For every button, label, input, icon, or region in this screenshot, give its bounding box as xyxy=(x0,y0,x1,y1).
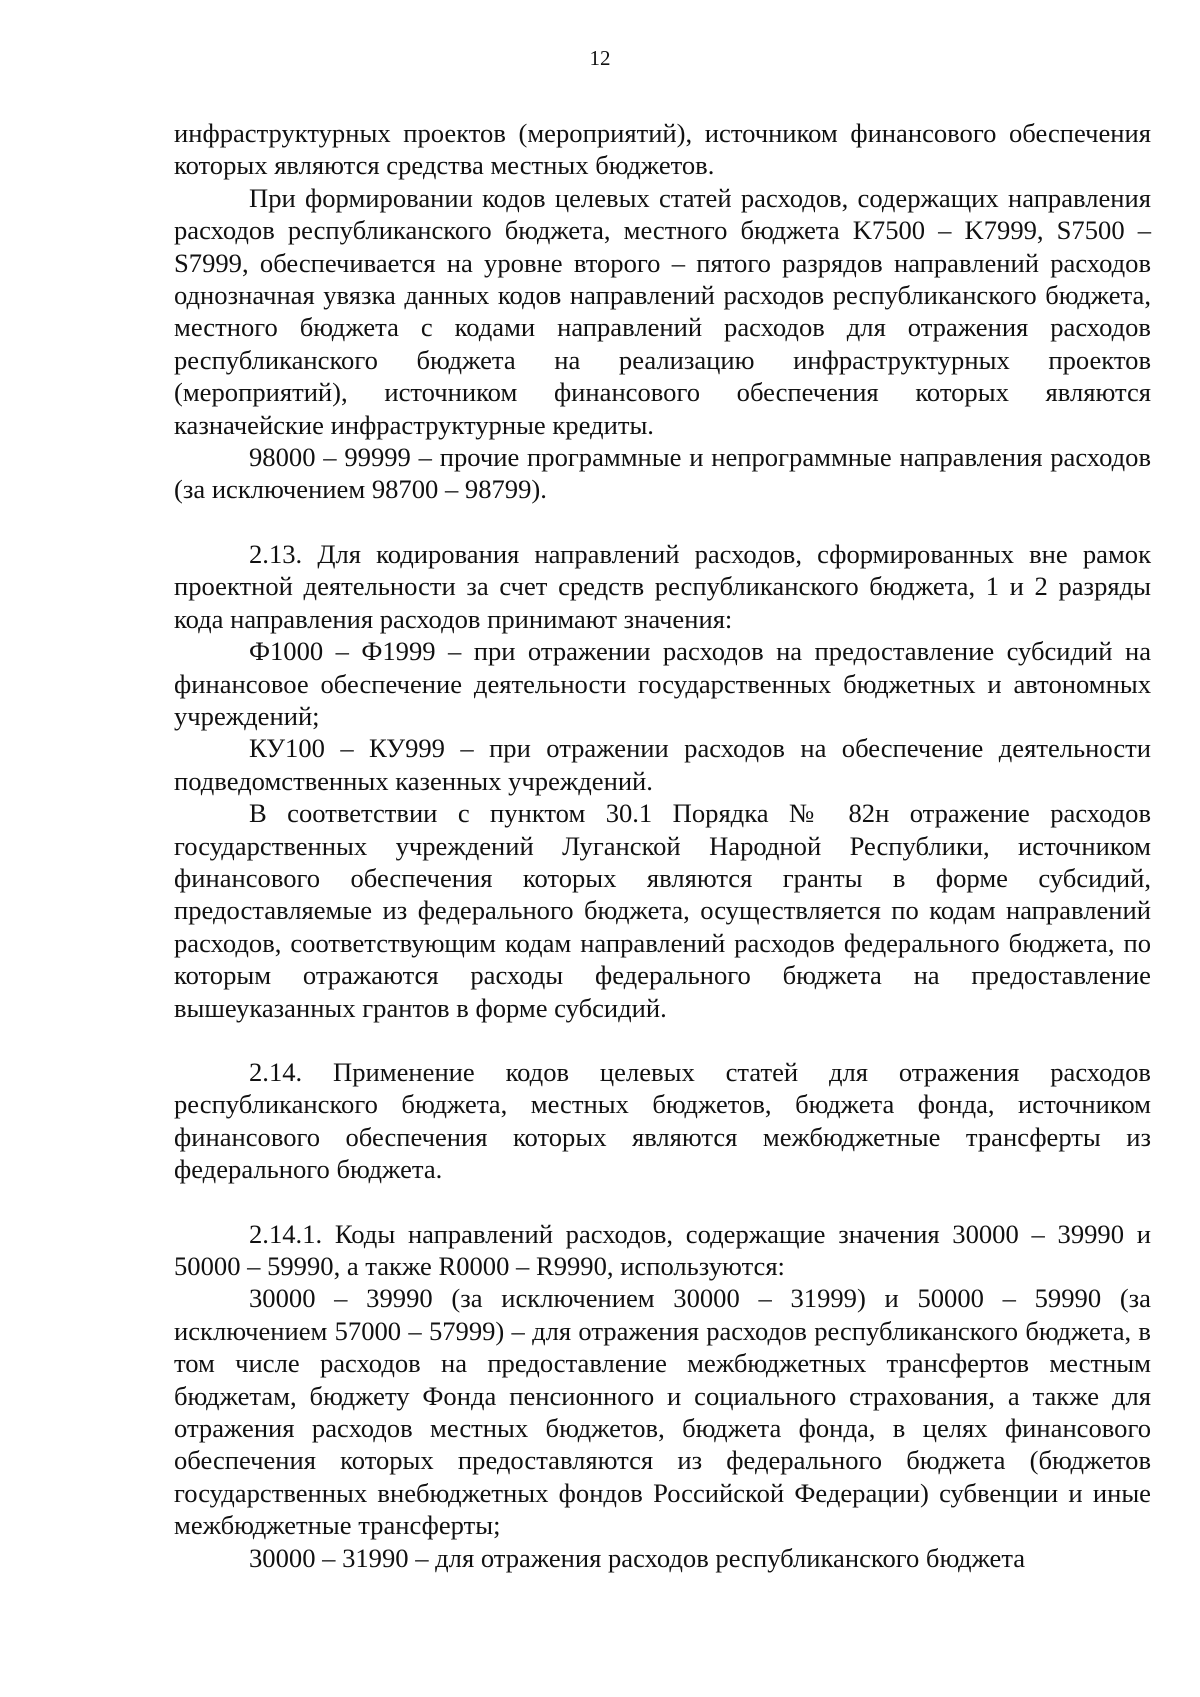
paragraph: При формировании кодов целевых статей расходов, содержащих направления расходов республиканского бюджета, местного бюджета K7500 – K7999, S7500 – S7999, обеспечивается на уровне второго – пятого разрядов направлений расходов однозначная увязка данных кодов направлений расходов республиканского бюджета, местного бюджета с кодами направлений расходов для отражения расходов республиканского бюджета на реализацию инфраструктурных проектов (мероприятий), источником финансового обеспечения которых являются казначейские инфраструктурные кредиты. xyxy=(174,182,1151,440)
document-body xyxy=(174,117,1151,1574)
paragraph: 98000 – 99999 – прочие программные и непрограммные направления расходов (за исключением 98700 – 98799). xyxy=(174,442,1151,505)
paragraph: КУ100 – КУ999 – при отражении расходов на обеспечение деятельности подведомственных казенных учреждений. xyxy=(174,733,1151,796)
paragraph-continuation: инфраструктурных проектов (мероприятий), источником финансового обеспечения которых являются средства местных бюджетов. xyxy=(174,118,1151,181)
paragraph: 30000 – 39990 (за исключением 30000 – 31999) и 50000 – 59990 (за исключением 57000 – 57999) – для отражения расходов республиканского бюджета, в том числе расходов на предоставление межбюджетных трансфертов местным бюджетам, бюджету Фонда пенсионного и социального страхования, а также для отражения расходов местных бюджетов, бюджета фонда, в целях финансового обеспечения которых предоставляются из федерального бюджета (бюджетов государственных внебюджетных фондов Российской Федерации) субвенции и иные межбюджетные трансферты; xyxy=(174,1283,1151,1541)
paragraph: Ф1000 – Ф1999 – при отражении расходов на предоставление субсидий на финансовое обеспечение деятельности государственных бюджетных и автономных учреждений; xyxy=(174,636,1151,731)
section-2-14-heading-paragraph: 2.14. Применение кодов целевых статей для отражения расходов республиканского бюджета, местных бюджетов, бюджета фонда, источником финансового обеспечения которых являются межбюджетные трансферты из федерального бюджета. xyxy=(174,1056,1151,1185)
section-2-13-heading-paragraph: 2.13. Для кодирования направлений расходов, сформированных вне рамок проектной деятельности за счет средств республиканского бюджета, 1 и 2 разряды кода направления расходов принимают значения: xyxy=(174,538,1151,634)
paragraph: 30000 – 31990 – для отражения расходов республиканского бюджета xyxy=(249,1542,1026,1573)
page-number: 12 xyxy=(589,46,611,70)
section-2-14-1-heading-paragraph: 2.14.1. Коды направлений расходов, содержащие значения 30000 – 39990 и 50000 – 59990, а также R0000 – R9990, используются: xyxy=(174,1218,1151,1281)
paragraph: В соответствии с пунктом 30.1 Порядка № 82н отражение расходов государственных учреждений Луганской Народной Республики, источником финансового обеспечения которых являются гранты в форме субсидий, предоставляемые из федерального бюджета, осуществляется по кодам направлений расходов, соответствующим кодам направлений расходов федерального бюджета, по которым отражаются расходы федерального бюджета на предоставление вышеуказанных грантов в форме субсидий. xyxy=(174,798,1151,1023)
